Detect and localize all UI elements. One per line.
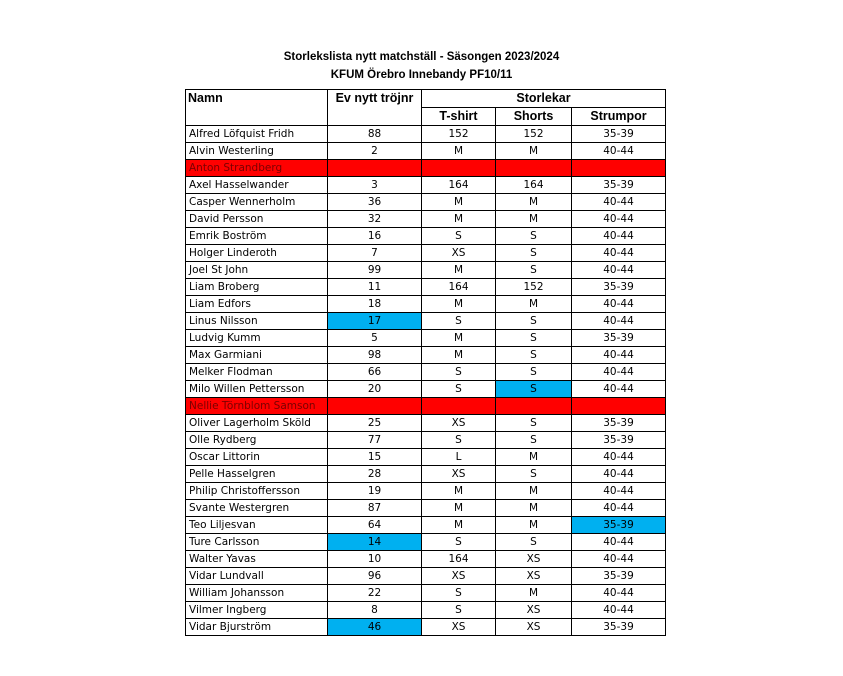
cell-shorts[interactable]: S (496, 534, 572, 551)
cell-number[interactable]: 66 (328, 364, 422, 381)
cell-socks[interactable]: 40-44 (572, 449, 666, 466)
header-number[interactable]: Ev nytt tröjnr (328, 90, 422, 108)
table-row (186, 432, 666, 449)
table-row (186, 262, 666, 279)
cell-shorts[interactable]: S (496, 330, 572, 347)
header-name-empty[interactable] (186, 108, 328, 126)
cell-shorts[interactable]: S (496, 381, 572, 398)
cell-socks[interactable] (572, 160, 666, 177)
table-row (186, 602, 666, 619)
cell-number[interactable]: 46 (328, 619, 422, 636)
cell-tshirt[interactable] (422, 160, 496, 177)
table-row (186, 398, 666, 415)
cell-name[interactable]: Holger Linderoth (186, 245, 328, 262)
cell-number[interactable]: 64 (328, 517, 422, 534)
cell-socks[interactable]: 40-44 (572, 313, 666, 330)
cell-tshirt[interactable]: XS (422, 568, 496, 585)
cell-number[interactable]: 7 (328, 245, 422, 262)
table-row (186, 415, 666, 432)
cell-number[interactable]: 8 (328, 602, 422, 619)
cell-name[interactable]: Casper Wennerholm (186, 194, 328, 211)
cell-socks[interactable]: 40-44 (572, 483, 666, 500)
cell-tshirt[interactable]: M (422, 194, 496, 211)
cell-name[interactable]: Svante Westergren (186, 500, 328, 517)
cell-socks[interactable]: 40-44 (572, 262, 666, 279)
cell-tshirt[interactable]: 164 (422, 551, 496, 568)
cell-socks[interactable]: 35-39 (572, 432, 666, 449)
table-row (186, 483, 666, 500)
cell-number[interactable]: 32 (328, 211, 422, 228)
sheet-title: Storlekslista nytt matchställ - Säsongen 2023/2024 (283, 51, 560, 63)
cell-tshirt[interactable]: XS (422, 619, 496, 636)
cell-tshirt[interactable]: XS (422, 415, 496, 432)
table-row (186, 296, 666, 313)
cell-name[interactable]: Ludvig Kumm (186, 330, 328, 347)
cell-tshirt[interactable]: XS (422, 245, 496, 262)
table-row (186, 381, 666, 398)
table-row (186, 619, 666, 636)
cell-shorts[interactable]: S (496, 262, 572, 279)
cell-shorts[interactable]: M (496, 585, 572, 602)
cell-shorts[interactable]: M (496, 483, 572, 500)
cell-shorts[interactable]: M (496, 194, 572, 211)
cell-number[interactable]: 96 (328, 568, 422, 585)
cell-tshirt[interactable]: S (422, 602, 496, 619)
cell-tshirt[interactable]: M (422, 500, 496, 517)
table-row (186, 568, 666, 585)
cell-shorts[interactable] (496, 398, 572, 415)
cell-tshirt[interactable]: S (422, 432, 496, 449)
cell-number[interactable]: 10 (328, 551, 422, 568)
table-row (186, 245, 666, 262)
cell-socks[interactable]: 40-44 (572, 551, 666, 568)
cell-socks[interactable]: 35-39 (572, 517, 666, 534)
cell-number[interactable]: 28 (328, 466, 422, 483)
table-row (186, 347, 666, 364)
cell-number[interactable]: 17 (328, 313, 422, 330)
header-socks[interactable]: Strumpor (572, 108, 666, 126)
cell-number[interactable]: 19 (328, 483, 422, 500)
cell-name[interactable]: Liam Broberg (186, 279, 328, 296)
cell-name[interactable]: Milo Willen Pettersson (186, 381, 328, 398)
header-number-empty[interactable] (328, 108, 422, 126)
cell-tshirt[interactable]: M (422, 143, 496, 160)
cell-name[interactable]: Linus Nilsson (186, 313, 328, 330)
table-row (186, 534, 666, 551)
cell-shorts[interactable]: S (496, 245, 572, 262)
cell-shorts[interactable]: S (496, 432, 572, 449)
cell-tshirt[interactable]: L (422, 449, 496, 466)
cell-tshirt[interactable]: 152 (422, 126, 496, 143)
table-row (186, 551, 666, 568)
cell-number[interactable]: 36 (328, 194, 422, 211)
table-row (186, 194, 666, 211)
cell-tshirt[interactable]: M (422, 296, 496, 313)
cell-shorts[interactable]: M (496, 500, 572, 517)
cell-socks[interactable]: 35-39 (572, 126, 666, 143)
cell-shorts[interactable]: S (496, 347, 572, 364)
cell-tshirt[interactable]: 164 (422, 279, 496, 296)
cell-number[interactable]: 22 (328, 585, 422, 602)
cell-number[interactable]: 3 (328, 177, 422, 194)
table-row (186, 279, 666, 296)
cell-socks[interactable]: 35-39 (572, 415, 666, 432)
table-row (186, 177, 666, 194)
table-row (186, 160, 666, 177)
cell-socks[interactable]: 35-39 (572, 568, 666, 585)
cell-name[interactable]: Vilmer Ingberg (186, 602, 328, 619)
cell-number[interactable]: 14 (328, 534, 422, 551)
cell-socks[interactable] (572, 398, 666, 415)
table-row (186, 449, 666, 466)
table-row (186, 500, 666, 517)
table-row (186, 143, 666, 160)
cell-number[interactable]: 98 (328, 347, 422, 364)
cell-tshirt[interactable]: S (422, 228, 496, 245)
cell-name[interactable]: Alvin Westerling (186, 143, 328, 160)
header-row-2 (186, 108, 666, 126)
cell-socks[interactable]: 35-39 (572, 330, 666, 347)
cell-socks[interactable]: 40-44 (572, 602, 666, 619)
cell-number[interactable]: 88 (328, 126, 422, 143)
cell-socks[interactable]: 40-44 (572, 228, 666, 245)
cell-number[interactable]: 77 (328, 432, 422, 449)
table-row (186, 313, 666, 330)
cell-name[interactable]: Liam Edfors (186, 296, 328, 313)
cell-shorts[interactable]: XS (496, 551, 572, 568)
cell-socks[interactable]: 40-44 (572, 296, 666, 313)
header-shorts[interactable]: Shorts (496, 108, 572, 126)
cell-name[interactable]: William Johansson (186, 585, 328, 602)
cell-socks[interactable]: 40-44 (572, 381, 666, 398)
cell-socks[interactable]: 40-44 (572, 245, 666, 262)
header-row-1 (186, 90, 666, 108)
cell-name[interactable]: Melker Flodman (186, 364, 328, 381)
cell-number[interactable]: 11 (328, 279, 422, 296)
cell-socks[interactable]: 40-44 (572, 466, 666, 483)
table-row (186, 517, 666, 534)
cell-socks[interactable]: 40-44 (572, 194, 666, 211)
cell-shorts[interactable]: M (496, 517, 572, 534)
cell-shorts[interactable]: XS (496, 568, 572, 585)
cell-socks[interactable]: 35-39 (572, 177, 666, 194)
table-row (186, 211, 666, 228)
cell-name[interactable]: Anton Strandberg (186, 160, 328, 177)
cell-tshirt[interactable]: M (422, 330, 496, 347)
cell-socks[interactable]: 40-44 (572, 364, 666, 381)
table-row (186, 126, 666, 143)
cell-socks[interactable]: 40-44 (572, 143, 666, 160)
cell-shorts[interactable]: M (496, 296, 572, 313)
cell-socks[interactable]: 35-39 (572, 279, 666, 296)
cell-number[interactable]: 16 (328, 228, 422, 245)
cell-shorts[interactable]: S (496, 415, 572, 432)
cell-tshirt[interactable]: S (422, 313, 496, 330)
table-row (186, 364, 666, 381)
cell-shorts[interactable]: M (496, 211, 572, 228)
cell-name[interactable]: David Persson (186, 211, 328, 228)
cell-tshirt[interactable]: M (422, 262, 496, 279)
cell-tshirt[interactable]: S (422, 364, 496, 381)
cell-name[interactable]: Vidar Lundvall (186, 568, 328, 585)
cell-shorts[interactable]: S (496, 313, 572, 330)
cell-shorts[interactable]: M (496, 449, 572, 466)
cell-name[interactable]: Oliver Lagerholm Sköld (186, 415, 328, 432)
cell-socks[interactable]: 40-44 (572, 500, 666, 517)
cell-shorts[interactable]: XS (496, 619, 572, 636)
cell-name[interactable]: Ture Carlsson (186, 534, 328, 551)
cell-tshirt[interactable]: S (422, 585, 496, 602)
cell-number[interactable] (328, 160, 422, 177)
table-row (186, 585, 666, 602)
table-row (186, 466, 666, 483)
cell-tshirt[interactable]: S (422, 381, 496, 398)
cell-number[interactable]: 99 (328, 262, 422, 279)
cell-shorts[interactable]: M (496, 143, 572, 160)
cell-name[interactable]: Joel St John (186, 262, 328, 279)
cell-number[interactable]: 87 (328, 500, 422, 517)
cell-number[interactable]: 25 (328, 415, 422, 432)
cell-name[interactable]: Vidar Bjurström (186, 619, 328, 636)
cell-shorts[interactable]: S (496, 364, 572, 381)
cell-tshirt[interactable]: M (422, 483, 496, 500)
cell-tshirt[interactable]: S (422, 534, 496, 551)
cell-shorts[interactable]: 152 (496, 126, 572, 143)
cell-tshirt[interactable]: XS (422, 466, 496, 483)
cell-number[interactable]: 2 (328, 143, 422, 160)
cell-tshirt[interactable] (422, 398, 496, 415)
cell-number[interactable]: 5 (328, 330, 422, 347)
cell-name[interactable]: Max Garmiani (186, 347, 328, 364)
header-name[interactable]: Namn (186, 90, 328, 108)
cell-number[interactable]: 15 (328, 449, 422, 466)
cell-socks[interactable]: 35-39 (572, 619, 666, 636)
header-sizes[interactable]: Storlekar (422, 90, 666, 108)
cell-name[interactable]: Philip Christoffersson (186, 483, 328, 500)
sheet-subtitle: KFUM Örebro Innebandy PF10/11 (330, 69, 513, 81)
cell-name[interactable]: Oscar Littorin (186, 449, 328, 466)
cell-shorts[interactable]: S (496, 466, 572, 483)
cell-socks[interactable]: 40-44 (572, 585, 666, 602)
table-row (186, 228, 666, 245)
cell-name[interactable]: Nellie Törnblom Samson (186, 398, 328, 415)
cell-number[interactable]: 20 (328, 381, 422, 398)
cell-name[interactable]: Alfred Löfquist Fridh (186, 126, 328, 143)
cell-tshirt[interactable]: M (422, 211, 496, 228)
cell-socks[interactable]: 40-44 (572, 347, 666, 364)
cell-name[interactable]: Axel Hasselwander (186, 177, 328, 194)
cell-name[interactable]: Emrik Boström (186, 228, 328, 245)
cell-tshirt[interactable]: M (422, 517, 496, 534)
cell-shorts[interactable]: XS (496, 602, 572, 619)
cell-shorts[interactable]: 164 (496, 177, 572, 194)
cell-name[interactable]: Walter Yavas (186, 551, 328, 568)
cell-tshirt[interactable]: 164 (422, 177, 496, 194)
cell-tshirt[interactable]: M (422, 347, 496, 364)
cell-shorts[interactable] (496, 160, 572, 177)
cell-shorts[interactable]: 152 (496, 279, 572, 296)
cell-shorts[interactable]: S (496, 228, 572, 245)
cell-socks[interactable]: 40-44 (572, 211, 666, 228)
cell-number[interactable] (328, 398, 422, 415)
header-tshirt[interactable]: T-shirt (422, 108, 496, 126)
size-table (185, 89, 666, 636)
cell-name[interactable]: Pelle Hasselgren (186, 466, 328, 483)
cell-socks[interactable]: 40-44 (572, 534, 666, 551)
cell-name[interactable]: Olle Rydberg (186, 432, 328, 449)
cell-number[interactable]: 18 (328, 296, 422, 313)
table-row (186, 330, 666, 347)
cell-name[interactable]: Teo Liljesvan (186, 517, 328, 534)
